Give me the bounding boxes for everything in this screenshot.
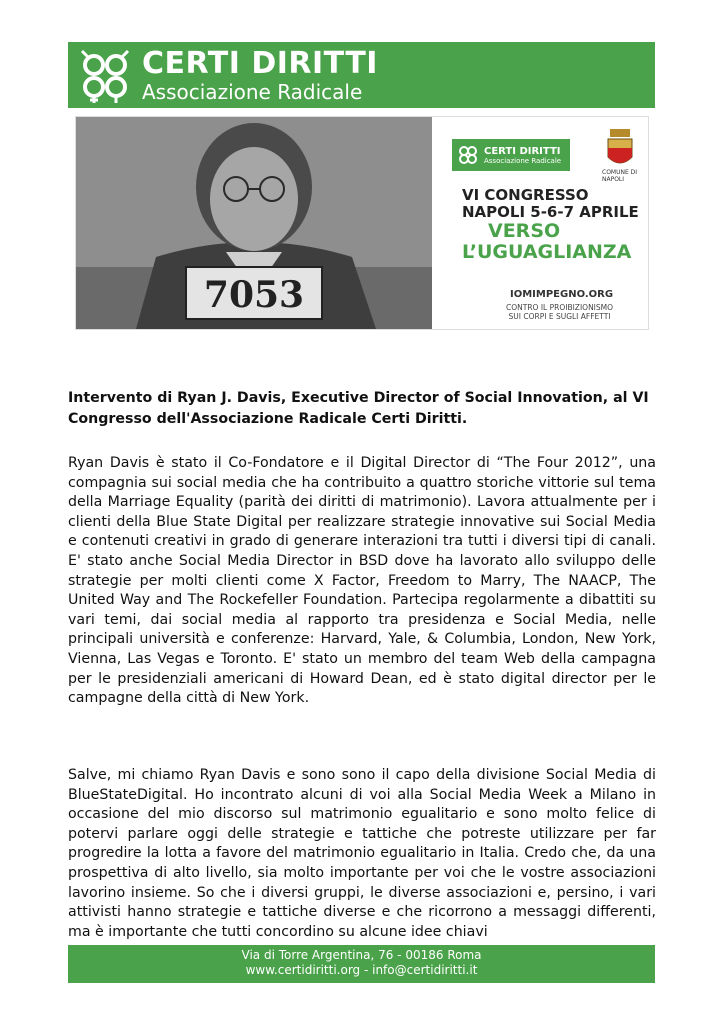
logo-title: CERTI DIRITTI [142,45,378,81]
slogan [506,303,613,321]
mini-logo-icon [456,143,480,167]
mugshot-number: 7053 [203,274,305,316]
header-banner [68,42,655,108]
mini-logo-subtitle: Associazione Radicale [484,156,562,165]
slogan-line-2: SUI CORPI E SUGLI AFFETTI [508,312,611,321]
banner-text-panel [432,117,648,329]
logo-subtitle: Associazione Radicale [142,79,363,104]
footer-banner [68,945,655,983]
comune-label: COMUNE DI NAPOLI [602,169,638,183]
napoli-crest-icon [600,127,640,171]
verso-text: VERSO [488,220,561,242]
article-paragraph-2: Salve, mi chiamo Ryan Davis e sono sono il capo della divisione Social Media di BlueStateDigital. Ho incontrato alcuni di voi alla Social Media Week a Milano in occasione del mio discorso sul matrimonio egualitario e sono molto felice di potervi parlare oggi delle strategie e tattiche che potreste utilizzare per far progredire la lotta a favore del matrimonio egualitario in Italia. Credo che, da una prospettiva di alto livello, sia molto importante per voi che le vostre associazioni lavorino insieme. So che i diversi gruppi, le diverse associazioni e, persino, i vari attivisti hanno strategie e tattiche diverse e che ricorrono a messaggi differenti, ma è importante che tutti concordino su alcune idee chiavi [68,767,656,940]
uguaglianza-text: L’UGUAGLIANZA [462,241,632,263]
portrait-photo [76,117,432,329]
congress-line-1: VI CONGRESSO [462,186,589,204]
footer-contacts: www.certidiritti.org - info@certidiritti.it [245,963,478,977]
congress-title [462,187,639,221]
site-text: IOMIMPEGNO.ORG [510,289,614,300]
mini-logo [452,139,570,171]
article-paragraph-1: Ryan Davis è stato il Co-Fondatore e il Digital Director di “The Four 2012”, una compagnia sui social media che ha contribuito a quattro storiche vittorie sul tema della Marriage Equality (parità dei diritti di matrimonio). Lavora attualmente per i clienti della Blue State Digital per realizzare strategie innovative sui Social Media e contenuti creativi in grado di generare interazioni tra tutti i diversi tipi di canali. E' stato anche Social Media Director in BSD dove ha lavorato allo sviluppo delle strategie per molti clienti come X Factor, Freedom to Marry, The NAACP, The United Way and The Rockefeller Foundation. Partecipa regolarmente a dibattiti su vari temi, dai social media al rapporto tra presidenza e Social Media, nelle principali università e conferenze: Harvard, Yale, & Columbia, London, New York, Vienna, Las Vegas e Toronto. E' stato un membro del team Web della campagna per le presidenziali americani di Howard Dean, ed è stato digital director per le campagne della città di New York. [68,455,656,707]
congress-banner [75,116,649,330]
logo-icon [76,45,136,105]
footer-address: Via di Torre Argentina, 76 - 00186 Roma [241,948,482,962]
congress-line-2: NAPOLI 5-6-7 APRILE [462,203,639,221]
article-heading: Intervento di Ryan J. Davis, Executive Director of Social Innovation, al VI Congresso dell'Associazione Radicale Certi Diritti. [68,390,649,427]
mini-logo-title: CERTI DIRITTI [484,145,561,157]
slogan-line-1: CONTRO IL PROIBIZIONISMO [506,303,614,312]
